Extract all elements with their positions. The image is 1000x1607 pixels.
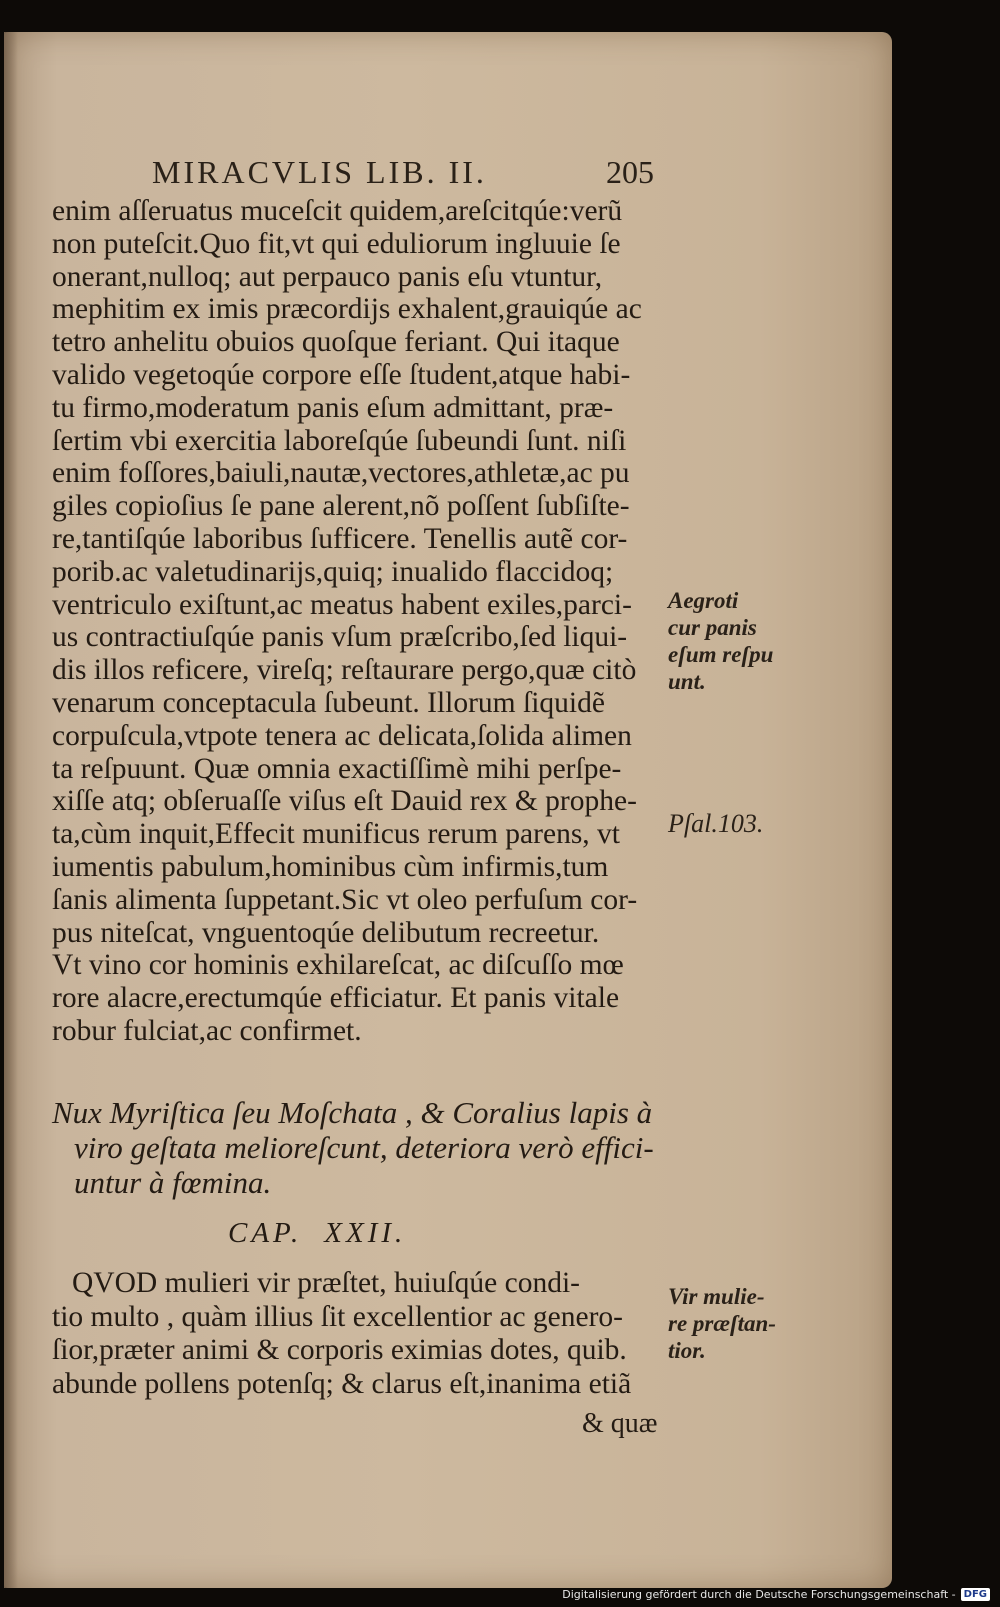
footer-text: Digitalisierung gefördert durch die Deutsche Forschungsgemeinschaft - (562, 1588, 956, 1601)
main-text-block (52, 195, 662, 1048)
margin-note-line: eſum reſpu (668, 642, 774, 667)
digitization-footer (562, 1588, 990, 1601)
body-line: giles copioſius ſe pane alerent,nõ poſſent ſubſiſte- (52, 490, 630, 523)
margin-note-line: Pſal.103. (668, 809, 764, 838)
body-line: mephitim ex imis præcordijs exhalent,grauiqúe ac (52, 293, 642, 326)
body-line: QVOD mulieri vir præſtet, huiuſqúe condi- (72, 1267, 580, 1299)
body-line: Vt vino cor hominis exhilareſcat, ac diſcuſſo mœ (52, 949, 624, 982)
margin-note-line: tior. (668, 1338, 706, 1363)
dfg-logo: DFG (961, 1588, 990, 1601)
body-line: ta reſpuunt. Quæ omnia exactiſſimè mihi perſpe- (52, 752, 622, 785)
body-line: enim foſſores,baiuli,nautæ,vectores,athletæ,ac pu (52, 457, 630, 490)
body-line: valido vegetoqúe corpore eſſe ſtudent,atque habi- (52, 358, 631, 391)
body-line: pus niteſcat, vnguentoqúe delibutum recreetur. (52, 916, 600, 949)
catchword: & quæ (582, 1408, 658, 1439)
heading-line: untur à fœmina. (74, 1165, 272, 1200)
body-line: tu firmo,moderatum panis eſum admittant, præ- (52, 391, 614, 424)
margin-note-aegroti (668, 587, 773, 695)
chapter-heading (52, 1095, 672, 1200)
body-line: ſertim vbi exercitia laboreſqúe ſubeundi ſunt. niſi (52, 424, 627, 457)
body-line: rore alacre,erectumqúe efficiatur. Et panis vitale (52, 982, 620, 1015)
margin-note-line: Aegroti (668, 588, 739, 613)
chapter-number (228, 1217, 406, 1250)
body-line: porib.ac valetudinarijs,quiq; inualido flaccidoq; (52, 555, 614, 588)
margin-note-vir (668, 1283, 776, 1364)
body-line: re,tantiſqúe laboribus ſufficere. Tenellis autẽ cor- (52, 522, 628, 555)
body-line: iumentis pabulum,hominibus cùm infirmis,tum (52, 850, 609, 883)
body-line: robur fulciat,ac confirmet. (52, 1014, 362, 1047)
chapter-text-block (52, 1267, 662, 1401)
body-line: ſanis alimenta ſuppetant.Sic vt oleo perfuſum cor- (52, 883, 638, 916)
body-line: corpuſcula,vtpote tenera ac delicata,ſolida alimen (52, 719, 632, 752)
body-line: ta,cùm inquit,Effecit munificus rerum parens, vt (52, 818, 620, 851)
body-line: dis illos reficere, vireſq; reſtaurare pergo,quæ citò (52, 654, 637, 687)
body-line: non puteſcit.Quo fit,vt qui eduliorum ingluuie ſe (52, 227, 621, 260)
book-page (4, 32, 892, 1588)
margin-note-line: Vir mulie- (668, 1284, 765, 1309)
page-number: 205 (606, 154, 654, 190)
body-line: ſior,præter animi & corporis eximias dotes, quib. (52, 1334, 627, 1366)
body-line: tetro anhelitu obuios quoſque feriant. Qui itaque (52, 326, 620, 359)
body-line: onerant,nulloq; aut perpauco panis eſu vtuntur, (52, 260, 603, 293)
heading-line: Nux Myriſtica ſeu Moſchata , & Coralius lapis à (52, 1095, 653, 1130)
body-line: tio multo , quàm illius ſit excellentior ac genero- (52, 1300, 624, 1333)
heading-line: viro geſtata melioreſcunt, deteriora verò effici- (74, 1130, 654, 1165)
body-line: enim aſſeruatus muceſcit quidem,areſcitqúe:verũ (52, 195, 623, 227)
margin-note-line: re præſtan- (668, 1311, 776, 1336)
body-line: abunde pollens potenſq; & clarus eſt,inanima etiã (52, 1367, 632, 1400)
chapter-label: CAP. (228, 1217, 303, 1249)
body-line: ventriculo exiſtunt,ac meatus habent exiles,parci- (52, 588, 632, 621)
margin-note-line: cur panis (668, 615, 757, 640)
body-line: xiſſe atq; obſeruaſſe viſus eſt Dauid rex & prophe- (52, 785, 637, 818)
margin-note-psalm (668, 810, 763, 837)
chapter-roman: XXII. (324, 1217, 407, 1249)
running-title: MIRACVLIS LIB. II. (152, 154, 487, 190)
body-line: us contractiuſqúe panis vſum præſcribo,ſed liqui- (52, 621, 628, 654)
body-line: venarum conceptacula ſubeunt. Illorum ſiquidẽ (52, 686, 605, 719)
margin-note-line: unt. (668, 669, 706, 694)
